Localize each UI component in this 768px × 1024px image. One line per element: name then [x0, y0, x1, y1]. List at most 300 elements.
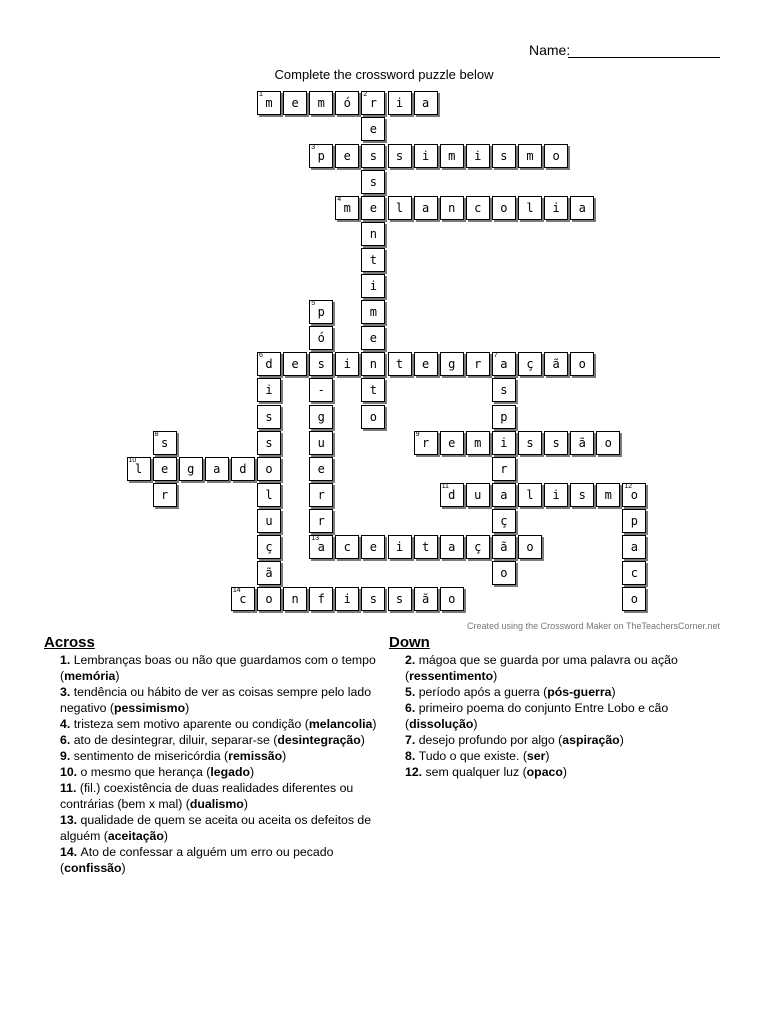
grid-cell[interactable]: [596, 431, 620, 455]
cell-letter: s: [265, 409, 273, 424]
cell-letter: ç: [526, 357, 534, 372]
grid-cell[interactable]: [309, 535, 333, 559]
grid-cell[interactable]: [231, 457, 255, 481]
clue-answer: aspiração: [562, 733, 620, 747]
cell-letter: a: [213, 461, 221, 476]
cell-letter: l: [134, 461, 143, 476]
clue-item: [405, 748, 729, 764]
clue-answer: desintegração: [277, 733, 361, 747]
cell-letter: p: [317, 148, 325, 163]
cell-letter: m: [317, 96, 325, 111]
cell-letter: c: [474, 200, 482, 215]
grid-cell[interactable]: [257, 91, 281, 115]
cell-letter: t: [421, 540, 430, 554]
cell-letter: o: [604, 435, 612, 450]
credit-line: Created using the Crossword Maker on TheTeachersCorner.net: [467, 621, 720, 631]
cell-letter: i: [395, 96, 404, 111]
grid-cell[interactable]: [153, 431, 177, 455]
cell-letter: r: [421, 435, 430, 450]
across-clues: [44, 634, 384, 876]
clue-num: 6.: [60, 733, 74, 747]
cell-letter: e: [291, 96, 299, 111]
grid-cell[interactable]: [414, 196, 438, 220]
clue-end: ): [282, 749, 287, 763]
cell-letter: g: [187, 461, 195, 476]
grid-cell[interactable]: [492, 431, 516, 455]
grid-cell[interactable]: [518, 431, 542, 455]
cell-letter: m: [265, 96, 273, 111]
clue-num: 3.: [60, 685, 74, 699]
cell-letter: u: [317, 435, 325, 450]
cell-letter: ã: [552, 357, 560, 372]
across-clue-list: [44, 652, 384, 876]
cell-letter: i: [343, 357, 351, 372]
clue-item: [405, 732, 729, 748]
grid-cell[interactable]: [492, 561, 516, 585]
grid-cell[interactable]: [440, 144, 464, 168]
cell-letter: -: [317, 383, 325, 398]
clue-num: 1.: [60, 653, 74, 667]
cell-letter: r: [160, 487, 169, 502]
grid-cell[interactable]: [335, 587, 359, 611]
cell-letter: ç: [265, 540, 273, 554]
cell-letter: s: [317, 357, 325, 372]
grid-cell[interactable]: [622, 509, 646, 533]
clue-answer: pessimismo: [114, 701, 186, 715]
grid-cell[interactable]: [622, 561, 646, 585]
grid-cell[interactable]: [309, 509, 333, 533]
grid-cell[interactable]: [361, 352, 385, 376]
cell-letter: t: [369, 383, 377, 398]
clue-item: [405, 652, 729, 684]
grid-cell[interactable]: [361, 170, 385, 194]
grid-cell[interactable]: [414, 352, 438, 376]
grid-cell[interactable]: [466, 144, 490, 168]
cell-letter: i: [343, 592, 351, 607]
grid-cell[interactable]: [309, 483, 333, 507]
grid-cell[interactable]: [518, 144, 542, 168]
grid-cell[interactable]: [492, 144, 516, 168]
cell-letter: o: [500, 566, 508, 581]
cell-letter: d: [265, 357, 273, 372]
grid-cell[interactable]: [335, 196, 359, 220]
grid-cell[interactable]: [388, 91, 412, 115]
grid-cell[interactable]: [492, 352, 516, 376]
grid-cell[interactable]: [309, 378, 333, 402]
clue-num: 6.: [405, 701, 419, 715]
clue-text: período após a guerra (: [418, 685, 548, 699]
cell-letter: u: [265, 513, 273, 528]
grid-cell[interactable]: [231, 587, 255, 611]
grid-cell[interactable]: [257, 483, 281, 507]
cell-letter: m: [526, 148, 534, 163]
clue-answer: memória: [64, 669, 116, 683]
grid-cell[interactable]: [388, 535, 412, 559]
cell-letter: u: [474, 487, 482, 502]
cell-letter: i: [552, 200, 560, 215]
cell-letter: o: [500, 200, 508, 215]
grid-cell[interactable]: [127, 457, 151, 481]
cell-letter: l: [265, 487, 273, 502]
cell-letter: l: [395, 200, 404, 215]
clue-end: ): [545, 749, 550, 763]
grid-cell[interactable]: [361, 587, 385, 611]
cell-letter: ó: [317, 331, 325, 346]
clue-answer: ressentimento: [409, 669, 494, 683]
cell-letter: p: [500, 409, 508, 424]
grid-cell[interactable]: [257, 509, 281, 533]
grid-cell[interactable]: [492, 405, 516, 429]
cell-letter: l: [526, 200, 534, 215]
grid-cell[interactable]: [492, 457, 516, 481]
clue-item: [60, 652, 384, 684]
grid-cell[interactable]: [361, 326, 385, 350]
grid-cell[interactable]: [361, 91, 385, 115]
cell-letter: ã: [421, 592, 430, 607]
clue-text: (fil.) coexistência de duas realidades diferentes ou contrárias (bem x mal) (: [60, 781, 354, 811]
grid-cell[interactable]: [361, 300, 385, 324]
grid-cell[interactable]: [388, 587, 412, 611]
clue-answer: aceitação: [107, 829, 164, 843]
down-heading: Down: [389, 634, 430, 651]
clue-text: primeiro poema do conjunto Entre Lobo e cão (: [405, 701, 669, 731]
cell-letter: d: [448, 487, 456, 502]
grid-cell[interactable]: [335, 91, 359, 115]
grid-cell[interactable]: [205, 457, 229, 481]
cell-letter: o: [265, 592, 273, 607]
cell-letter: a: [500, 357, 508, 372]
cell-letter: r: [500, 461, 508, 476]
cell-letter: o: [448, 592, 456, 607]
clue-answer: opaco: [526, 765, 563, 779]
clue-answer: ser: [526, 749, 546, 763]
cell-letter: i: [552, 487, 560, 502]
cell-letter: m: [474, 435, 482, 450]
clue-text: Lembranças boas ou não que guardamos com o tempo (: [60, 653, 376, 683]
grid-cell[interactable]: [309, 352, 333, 376]
grid-cell[interactable]: [414, 431, 438, 455]
clue-end: ): [473, 717, 478, 731]
cell-letter: o: [552, 148, 560, 163]
grid-cell[interactable]: [283, 352, 307, 376]
clue-end: ): [562, 765, 567, 779]
down-clue-list: [389, 652, 729, 780]
cell-letter: m: [604, 487, 612, 502]
name-label: Name:: [529, 42, 571, 58]
grid-cell[interactable]: [361, 405, 385, 429]
cell-letter: ã: [500, 540, 508, 554]
grid-cell[interactable]: [492, 509, 516, 533]
clue-number: 10: [128, 456, 137, 464]
clue-number: 5: [311, 300, 316, 308]
cell-letter: i: [474, 148, 482, 163]
clue-number: 12: [624, 482, 633, 490]
across-heading: Across: [44, 634, 95, 651]
grid-cell[interactable]: [309, 587, 333, 611]
grid-cell[interactable]: [361, 144, 385, 168]
cell-letter: s: [500, 148, 508, 163]
cell-letter: e: [369, 540, 377, 554]
clue-end: ): [243, 797, 248, 811]
grid-cell[interactable]: [309, 405, 333, 429]
grid-cell[interactable]: [361, 378, 385, 402]
cell-letter: n: [291, 592, 299, 607]
grid-cell[interactable]: [570, 431, 594, 455]
cell-letter: o: [578, 357, 586, 372]
cell-letter: e: [160, 461, 169, 476]
grid-cell[interactable]: [257, 352, 281, 376]
grid-cell[interactable]: [492, 196, 516, 220]
clue-num: 9.: [60, 749, 74, 763]
clue-item: [60, 684, 384, 716]
cell-letter: c: [630, 566, 638, 581]
clue-answer: pós-guerra: [547, 685, 612, 699]
grid-cell[interactable]: [361, 274, 385, 298]
cell-letter: c: [239, 592, 247, 607]
clue-item: [60, 780, 384, 812]
cell-letter: r: [317, 513, 325, 528]
grid-cell[interactable]: [309, 91, 333, 115]
clue-end: ): [115, 669, 120, 683]
grid-cell[interactable]: [570, 352, 594, 376]
cell-letter: n: [369, 226, 377, 241]
grid-cell[interactable]: [309, 457, 333, 481]
grid-cell[interactable]: [257, 561, 281, 585]
clue-end: ): [121, 861, 126, 875]
clue-item: [60, 764, 384, 780]
grid-cell[interactable]: [361, 222, 385, 246]
grid-cell[interactable]: [570, 196, 594, 220]
grid-cell[interactable]: [440, 483, 464, 507]
clue-num: 11.: [60, 781, 80, 795]
clue-item: [60, 732, 384, 748]
cell-letter: p: [630, 513, 638, 528]
grid-cell[interactable]: [257, 431, 281, 455]
clue-end: ): [185, 701, 190, 715]
grid-cell[interactable]: [622, 483, 646, 507]
clue-num: 8.: [405, 749, 419, 763]
cell-letter: s: [578, 487, 586, 502]
clue-number: 4: [337, 195, 342, 203]
grid-cell[interactable]: [309, 431, 333, 455]
clue-num: 5.: [405, 685, 419, 699]
cell-letter: e: [369, 331, 377, 346]
grid-cell[interactable]: [622, 535, 646, 559]
grid-cell[interactable]: [440, 587, 464, 611]
clue-number: 1: [259, 91, 263, 99]
cell-letter: o: [526, 540, 534, 554]
name-field-line: [568, 57, 720, 58]
clue-num: 14.: [60, 845, 81, 859]
grid-cell[interactable]: [335, 144, 359, 168]
grid-cell[interactable]: [466, 431, 490, 455]
grid-cell[interactable]: [283, 587, 307, 611]
cell-letter: s: [369, 174, 377, 189]
clue-num: 10.: [60, 765, 81, 779]
cell-letter: ã: [578, 435, 586, 450]
cell-letter: ç: [474, 540, 482, 554]
cell-letter: f: [317, 592, 325, 607]
grid-cell[interactable]: [309, 326, 333, 350]
clue-text: sentimento de misericórdia (: [73, 749, 229, 763]
grid-cell[interactable]: [518, 196, 542, 220]
cell-letter: r: [317, 487, 325, 502]
clue-item: [60, 716, 384, 732]
grid-cell[interactable]: [570, 483, 594, 507]
grid-cell[interactable]: [492, 483, 516, 507]
clue-num: 12.: [405, 765, 426, 779]
cell-letter: m: [343, 200, 351, 215]
cell-letter: l: [526, 487, 534, 502]
cell-letter: t: [369, 252, 377, 267]
cell-letter: r: [369, 96, 377, 111]
cell-letter: e: [369, 200, 377, 215]
clue-text: o mesmo que herança (: [80, 765, 211, 779]
clue-text: Ato de confessar a alguém um erro ou pecado (: [60, 845, 334, 875]
clue-number: 6: [259, 352, 263, 360]
grid-cell[interactable]: [492, 535, 516, 559]
grid-cell[interactable]: [544, 144, 568, 168]
grid-cell[interactable]: [361, 248, 385, 272]
grid-cell[interactable]: [388, 144, 412, 168]
clue-item: [405, 700, 729, 732]
grid-cell[interactable]: [466, 196, 490, 220]
cell-letter: e: [369, 122, 377, 137]
grid-cell[interactable]: [544, 352, 568, 376]
grid-cell[interactable]: [283, 91, 307, 115]
grid-cell[interactable]: [596, 483, 620, 507]
clue-num: 4.: [60, 717, 74, 731]
cell-letter: e: [317, 461, 325, 476]
cell-letter: p: [317, 305, 325, 320]
clue-item: [60, 748, 384, 764]
clue-text: tendência ou hábito de ver as coisas sempre pelo lado negativo (: [60, 685, 372, 715]
clue-end: ): [250, 765, 255, 779]
grid-cell[interactable]: [388, 196, 412, 220]
cell-letter: i: [265, 383, 273, 398]
grid-cell[interactable]: [257, 378, 281, 402]
clue-number: 3: [311, 143, 316, 151]
clue-item: [60, 812, 384, 844]
cell-letter: o: [369, 409, 377, 424]
clue-end: ): [372, 717, 377, 731]
grid-cell[interactable]: [257, 405, 281, 429]
cell-letter: s: [552, 435, 560, 450]
down-clues: [389, 634, 729, 780]
clue-number: 14: [232, 587, 241, 595]
grid-cell[interactable]: [257, 457, 281, 481]
cell-letter: e: [343, 148, 351, 163]
grid-cell[interactable]: [544, 196, 568, 220]
clue-number: 7: [493, 352, 498, 360]
cell-letter: m: [448, 148, 456, 163]
grid-cell[interactable]: [518, 535, 542, 559]
clue-number: 9: [415, 430, 420, 438]
grid-cell[interactable]: [361, 196, 385, 220]
cell-letter: a: [500, 487, 508, 502]
cell-letter: r: [474, 357, 482, 372]
clue-text: tristeza sem motivo aparente ou condição (: [73, 717, 309, 731]
cell-letter: d: [239, 461, 247, 476]
clue-num: 2.: [405, 653, 419, 667]
cell-letter: o: [630, 487, 638, 502]
grid-cell[interactable]: [518, 352, 542, 376]
grid-cell[interactable]: [544, 431, 568, 455]
grid-cell[interactable]: [414, 91, 438, 115]
grid-cell[interactable]: [544, 483, 568, 507]
cell-letter: a: [448, 540, 456, 554]
grid-cell[interactable]: [622, 587, 646, 611]
cell-letter: i: [421, 148, 430, 163]
grid-cell[interactable]: [257, 535, 281, 559]
grid-cell[interactable]: [335, 535, 359, 559]
clue-num: 13.: [60, 813, 81, 827]
clue-answer: melancolia: [308, 717, 373, 731]
cell-letter: s: [395, 592, 404, 607]
grid-cell[interactable]: [466, 483, 490, 507]
cell-letter: i: [500, 435, 508, 450]
cell-letter: g: [448, 357, 456, 372]
cell-letter: s: [526, 435, 534, 450]
grid-cell[interactable]: [361, 117, 385, 141]
grid-cell[interactable]: [466, 352, 490, 376]
cell-letter: s: [160, 435, 169, 450]
cell-letter: s: [265, 435, 273, 450]
grid-cell[interactable]: [414, 144, 438, 168]
grid-cell[interactable]: [153, 483, 177, 507]
grid-cell[interactable]: [414, 587, 438, 611]
grid-cell[interactable]: [440, 352, 464, 376]
cell-letter: ó: [343, 96, 351, 111]
grid-cell[interactable]: [257, 587, 281, 611]
cell-letter: a: [630, 540, 638, 554]
clue-number: 11: [441, 482, 449, 490]
cell-letter: ã: [265, 566, 273, 581]
cell-letter: i: [369, 279, 377, 293]
grid-cell[interactable]: [492, 378, 516, 402]
cell-letter: a: [317, 540, 325, 554]
grid-cell[interactable]: [179, 457, 203, 481]
clue-text: qualidade de quem se aceita ou aceita os defeitos de alguém (: [60, 813, 372, 843]
cell-letter: c: [343, 540, 351, 554]
grid-cell[interactable]: [466, 535, 490, 559]
grid-cell[interactable]: [309, 144, 333, 168]
clue-item: [405, 764, 729, 780]
grid-cell[interactable]: [361, 535, 385, 559]
grid-cell[interactable]: [414, 535, 438, 559]
clue-answer: confissão: [64, 861, 122, 875]
clue-number: 8: [154, 430, 159, 438]
cell-letter: e: [291, 357, 299, 372]
clue-text: Tudo o que existe. (: [418, 749, 527, 763]
cell-letter: n: [369, 357, 377, 372]
clue-answer: remissão: [228, 749, 283, 763]
grid-cell[interactable]: [335, 352, 359, 376]
grid-cell[interactable]: [153, 457, 177, 481]
grid-cell[interactable]: [440, 196, 464, 220]
grid-cell[interactable]: [440, 535, 464, 559]
grid-cell[interactable]: [518, 483, 542, 507]
clue-end: ): [619, 733, 624, 747]
grid-cell[interactable]: [388, 352, 412, 376]
grid-cell[interactable]: [309, 300, 333, 324]
grid-cell[interactable]: [440, 431, 464, 455]
clue-number: 13: [311, 535, 319, 542]
cell-letter: s: [500, 383, 508, 398]
cell-letter: t: [395, 357, 404, 372]
cell-letter: a: [578, 200, 586, 215]
clue-answer: dissolução: [409, 717, 474, 731]
